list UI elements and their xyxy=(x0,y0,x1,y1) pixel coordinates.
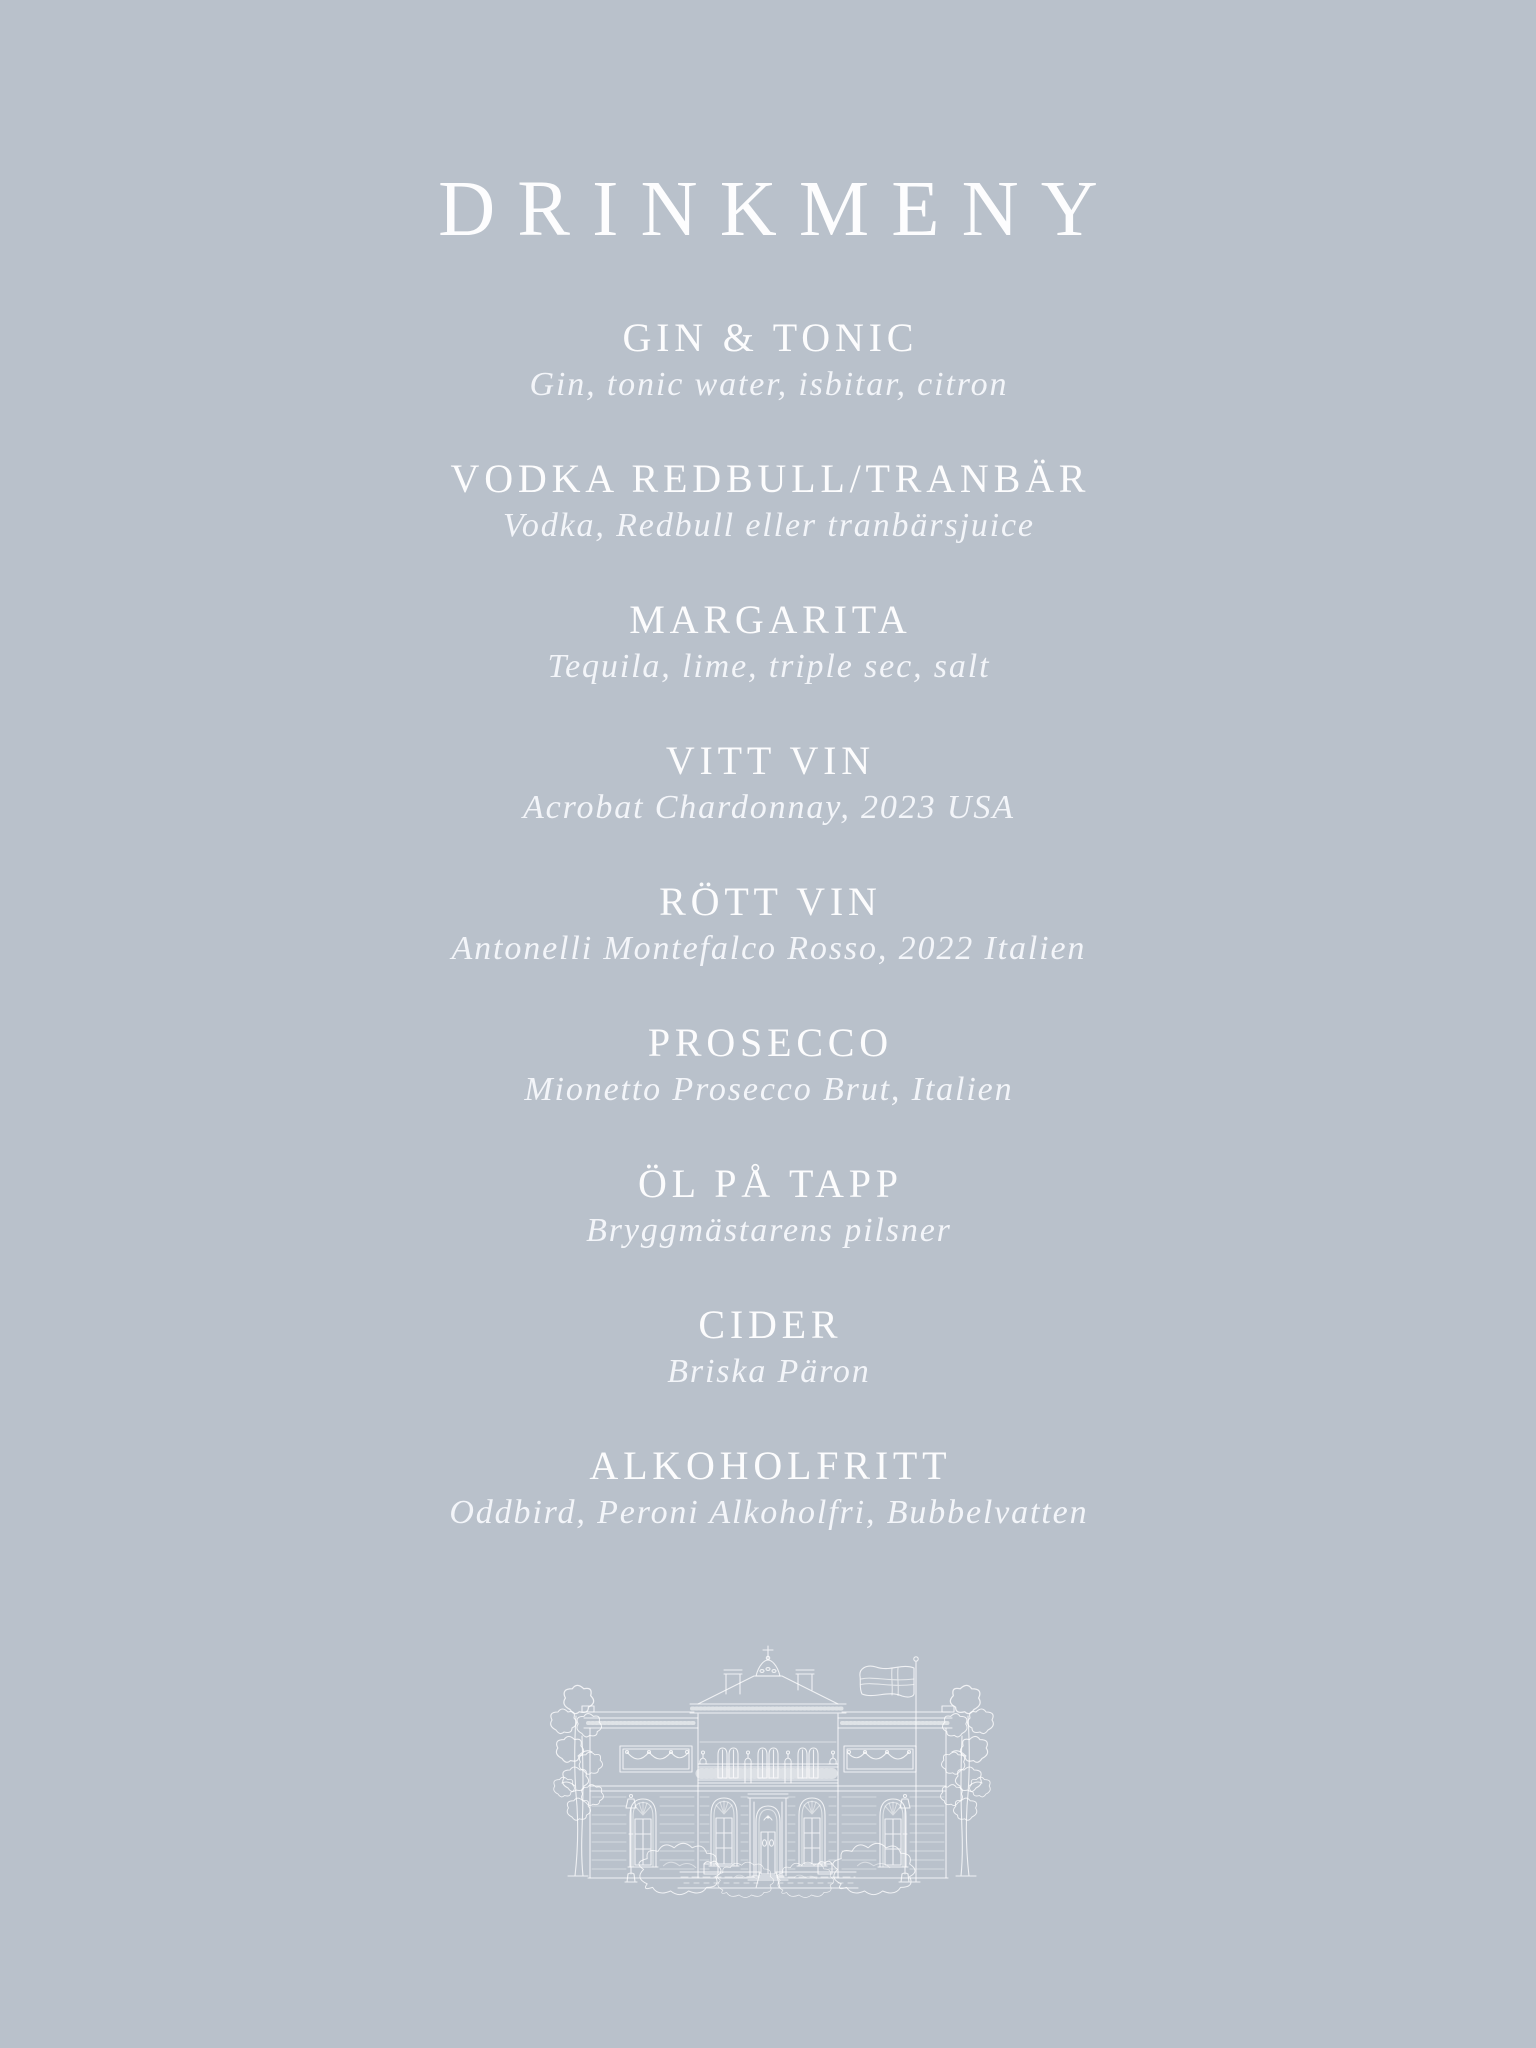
chimney-icon xyxy=(724,1670,814,1694)
menu-item xyxy=(0,1442,1536,1536)
menu-item xyxy=(0,1301,1536,1395)
drink-description: Acrobat Chardonnay, 2023 USA xyxy=(523,789,1015,826)
drink-description: Mionetto Prosecco Brut, Italien xyxy=(524,1071,1014,1108)
drink-menu-list xyxy=(0,314,1536,1536)
swag-relief-panel xyxy=(620,1746,692,1772)
string-course xyxy=(590,1786,946,1791)
drink-name: VODKA REDBULL/TRANBÄR xyxy=(450,456,1091,501)
cross-finial-icon xyxy=(763,1646,773,1660)
drink-description: Antonelli Montefalco Rosso, 2022 Italien xyxy=(451,930,1087,967)
villa-illustration xyxy=(0,1636,1536,1926)
balcony-balustrade xyxy=(698,1751,838,1783)
menu-item xyxy=(0,737,1536,831)
menu-item xyxy=(0,878,1536,972)
roof-and-cupola xyxy=(698,1646,838,1704)
wing-left xyxy=(582,1706,698,1878)
drink-name: PROSECCO xyxy=(647,1020,893,1065)
drink-name: ALKOHOLFRITT xyxy=(589,1443,952,1488)
wing-right xyxy=(838,1706,954,1878)
drink-description: Oddbird, Peroni Alkoholfri, Bubbelvatten xyxy=(449,1494,1089,1531)
drink-name: GIN & TONIC xyxy=(622,315,919,360)
menu-item xyxy=(0,314,1536,408)
swag-relief-panel xyxy=(844,1746,916,1772)
drink-name: RÖTT VIN xyxy=(659,879,882,924)
entrance-door xyxy=(748,1794,788,1880)
drink-description: Bryggmästarens pilsner xyxy=(586,1212,952,1249)
tree-icon xyxy=(551,1685,994,1876)
menu-item xyxy=(0,455,1536,549)
drink-description: Vodka, Redbull eller tranbärsjuice xyxy=(502,507,1035,544)
wing-window xyxy=(878,1799,908,1867)
menu-item xyxy=(0,596,1536,690)
page-title: DRINKMENY xyxy=(438,166,1120,253)
drink-name: CIDER xyxy=(698,1302,843,1347)
drink-description: Gin, tonic water, isbitar, citron xyxy=(529,366,1009,403)
menu-item xyxy=(0,1160,1536,1254)
wing-window xyxy=(628,1799,658,1867)
menu-item xyxy=(0,1019,1536,1113)
drink-name: VITT VIN xyxy=(665,738,875,783)
drink-description: Tequila, lime, triple sec, salt xyxy=(547,648,991,685)
drink-name: ÖL PÅ TAPP xyxy=(637,1161,903,1206)
drink-description: Briska Päron xyxy=(667,1353,871,1390)
drink-name: MARGARITA xyxy=(629,597,912,642)
villa-building-icon xyxy=(528,1636,1008,1926)
